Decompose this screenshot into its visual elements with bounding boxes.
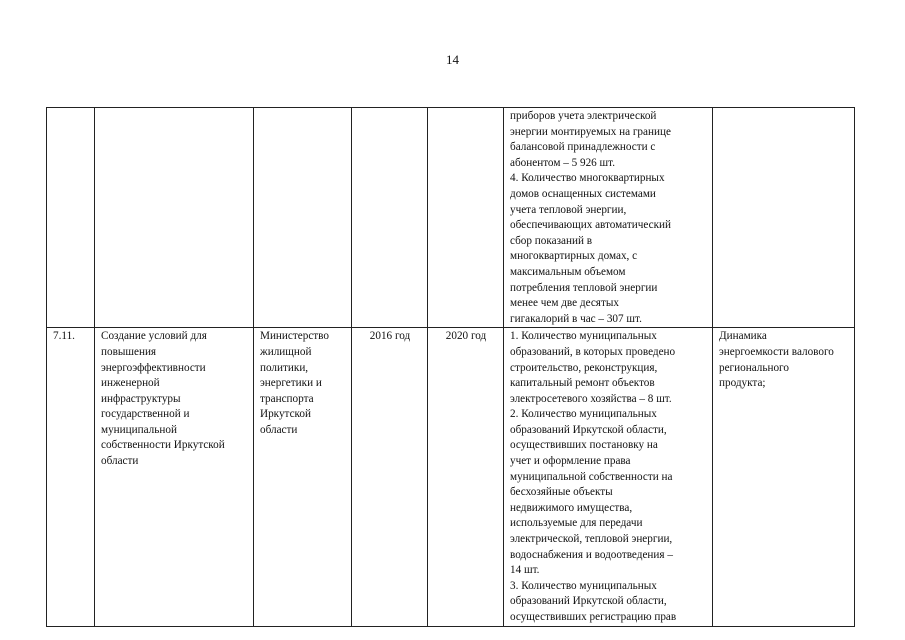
cell-measure-name: [95, 328, 254, 626]
text-line: Динамика: [719, 330, 767, 343]
text-line: потребления тепловой энергии: [510, 281, 658, 294]
text-line: инженерной: [101, 377, 160, 390]
text-line: используемые для передачи: [510, 517, 643, 530]
text-line: приборов учета электрической: [510, 110, 657, 122]
text-line: абонентом – 5 926 шт.: [510, 156, 616, 169]
text-line: муниципальной собственности на: [510, 470, 673, 483]
text-line: жилищной: [260, 345, 312, 358]
text-line: повышения: [101, 345, 157, 358]
text-line: гигакалорий в час – 307 шт.: [510, 312, 642, 325]
text-line: 3. Количество муниципальных: [510, 579, 657, 592]
text-line: балансовой принадлежности с: [510, 141, 656, 154]
text-line: транспорта: [260, 392, 314, 405]
text-line: образований, в которых проведено: [510, 345, 676, 358]
text-line: энергетики и: [260, 377, 322, 390]
text-line: Министерство: [260, 330, 329, 343]
text-line: 1. Количество муниципальных: [510, 330, 657, 343]
text-line: собственности Иркутской: [101, 439, 225, 452]
cell-executor: [254, 328, 352, 626]
cell-end-empty: [428, 108, 504, 328]
text-line: политики,: [260, 361, 309, 374]
cell-target-indicator: [713, 328, 855, 626]
text-line: многоквартирных домах, с: [510, 250, 638, 263]
cell-number: 7.11.: [47, 328, 95, 626]
text-line: электрической, тепловой энергии,: [510, 533, 673, 546]
text-line: энергоемкости валового: [719, 345, 834, 358]
text-line: муниципальной: [101, 423, 177, 436]
text-line: продукта;: [719, 377, 766, 390]
text-line: Создание условий для: [101, 330, 207, 343]
text-line: менее чем две десятых: [510, 297, 619, 310]
cell-results-continued: [504, 108, 713, 328]
cell-start-year: 2016 год: [352, 328, 428, 626]
text-line: области: [260, 423, 298, 436]
cell-executor-empty: [254, 108, 352, 328]
text-line: Иркутской: [260, 408, 311, 421]
text-line: максимальным объемом: [510, 265, 626, 278]
cell-indicator-empty: [713, 108, 855, 328]
text-line: 14 шт.: [510, 564, 540, 577]
text-line: строительство, реконструкция,: [510, 361, 658, 374]
text-line: обеспечивающих автоматический: [510, 219, 671, 232]
table-row-7-11: [47, 328, 855, 626]
text-line: образований Иркутской области,: [510, 595, 667, 608]
text-line: недвижимого имущества,: [510, 501, 633, 514]
page-number: 14: [446, 52, 459, 67]
text-line: области: [101, 455, 139, 468]
text-line: энергоэффективности: [101, 361, 206, 374]
cell-end-year: 2020 год: [428, 328, 504, 626]
text-line: 2. Количество муниципальных: [510, 408, 657, 421]
text-line: осуществивших регистрацию прав: [510, 611, 677, 623]
text-line: капитальный ремонт объектов: [510, 377, 655, 390]
text-line: энергии монтируемых на границе: [510, 125, 671, 138]
cell-results: [504, 328, 713, 626]
text-line: осуществивших постановку на: [510, 439, 658, 452]
text-line: образований Иркутской области,: [510, 423, 667, 436]
text-line: инфраструктуры: [101, 392, 181, 405]
cell-name-empty: [95, 108, 254, 328]
cell-start-empty: [352, 108, 428, 328]
table-row-continued: [47, 108, 855, 328]
text-line: 4. Количество многоквартирных: [510, 172, 665, 185]
text-line: учета тепловой энергии,: [510, 203, 627, 216]
text-line: водоснабжения и водоотведения –: [510, 548, 673, 561]
cell-number-empty: [47, 108, 95, 328]
measures-table: [46, 107, 855, 627]
text-line: сбор показаний в: [510, 234, 593, 247]
text-line: бесхозяйные объекты: [510, 486, 613, 499]
text-line: домов оснащенных системами: [510, 187, 656, 200]
text-line: учет и оформление права: [510, 455, 631, 468]
text-line: государственной и: [101, 408, 190, 421]
text-line: регионального: [719, 361, 789, 374]
text-line: электросетевого хозяйства – 8 шт.: [510, 392, 672, 405]
